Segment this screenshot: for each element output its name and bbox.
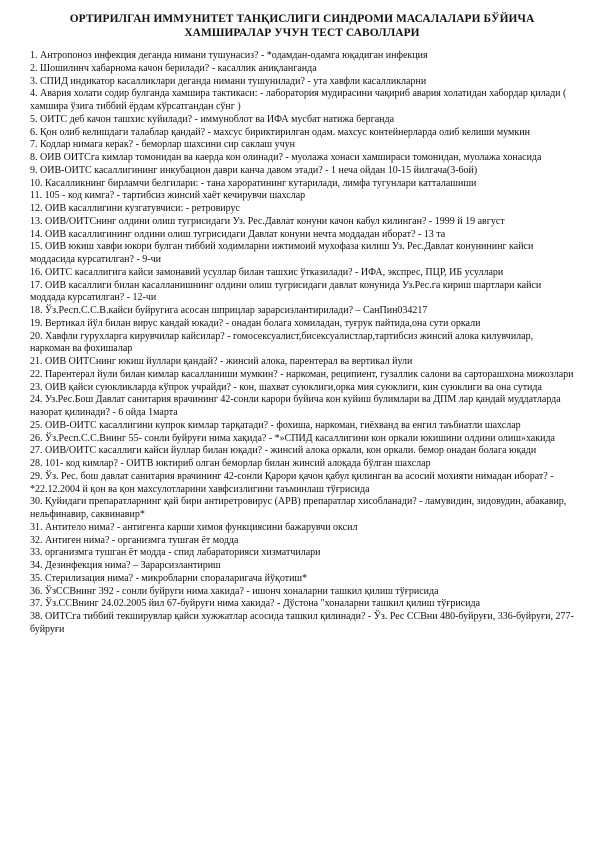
- question-item: 11. 105 - код кимга? - тартибсиз жинсий хаёт кечирувчи шахслар: [30, 190, 306, 202]
- question-item: 5. ОИТС деб качон ташхис куйилади? - иммуноблот ва ИФА мусбат натижа берганда: [30, 113, 395, 125]
- question-item: 38. ОИТСга тиббий текширувлар қайси хужжатлар асосида ташкил қилинади? - Ўз. Рес ССВни 480-буйруғи, 336-буйруғи, 277-буйруғи: [30, 611, 574, 635]
- question-item: 7. Кодлар нимага керак? - беморлар шахсини сир саклаш учун: [30, 139, 295, 151]
- question-item: 10. Касалликнинг бирламчи белгилари: - тана хароратининг кутарилади, лимфа тугунлари катталашиши: [30, 177, 477, 189]
- question-item: 30. Қуйидаги препаратларнинг қай бири антиретровирус (АРВ) препаратлар хисобланади? - ламувидин, зидовудин, абакавир, нельфинавир, саквинавир*: [30, 496, 567, 520]
- question-item: 6. Қон олиб келишдаги талаблар қандай? - махсус бириктирилган одам. махсус контейнерларда олиб келиши мумкин: [30, 126, 530, 138]
- question-item: 9. ОИВ-ОИТС касаллигининг инкубацион даври канча давом этади? - 1 неча ойдан 10-15 йилгача(3-6ой): [30, 164, 478, 176]
- question-item: 32. Антиген нима? - организмга тушган ёт модда: [30, 534, 239, 546]
- question-item: 33. организмга тушган ёт модда - спид лабараторияси хизматчилари: [30, 547, 321, 559]
- question-item: 12. ОИВ касаллигини кузгатувчиси: - ретровирус: [30, 203, 240, 214]
- question-item: 31. Антитело нима? - антигенга карши химоя функциясини бажарувчи оксил: [30, 521, 358, 533]
- question-item: 16. ОИТС касаллигига кайси замонавий усуллар билан ташхис ўтказилади? - ИФА, экспрес, ПЦР, ИБ усуллари: [30, 266, 504, 278]
- question-item: 15. ОИВ юкиш хавфи юкори булган тиббий ходимларни ижтимоий мухофаза килиш Уз. Рес.Давлат конунининг кайси моддасида курсатилган? - 9-чи: [30, 241, 534, 265]
- question-item: 20. Хавфли гурухларга кирувчилар кайсилар? - гомосексуалист,бисексуалистлар,тартибсиз жинсий алока килувчилар, наркоман ва фохишалар: [30, 330, 534, 355]
- question-item: 26. Ўз.Респ.С.С.Внинг 55- сонли буйруғи нима хақида? - *»СПИД касаллигини кон оркали юкишини олдини олиш»хакида: [30, 432, 555, 444]
- question-item: 28. 101- код кимлар? - ОИТВ юктириб олган беморлар билан жинсий алоқада бўлган шахслар: [30, 458, 431, 469]
- question-item: 17. ОИВ касаллиги билан касалланишнинг олдини олиш тугрисидаги давлат конунида Уз.Рес.га кириш шартлари кайси моддада курсатилган? - 12-чи: [30, 279, 542, 304]
- question-item: 2. Шошилинч хабарнома качон берилади? - касаллик аниқланганда: [30, 62, 317, 74]
- question-item: 29. Ўз. Рес. бош давлат санитария врачининг 42-сонли Қарори қачон қабул қилинган ва асосий мохияти нимадан иборат? - *22.12.2004 й қон ва қон махсулотларини хавфсизлигини таъминлаш тўғрисида: [30, 470, 554, 495]
- question-item: 8. ОИВ ОИТСга кимлар томонидан ва каерда кон олинади? - муолажа хонаси хамшираси томонидан, муолажа хонасида: [30, 152, 542, 163]
- question-item: 34. Дезинфекция нима? – Зарарсизлантириш: [30, 560, 221, 571]
- question-item: 4. Авария холати содир булганда хамшира тактикаси: - лаборатория мудирасини чақириб авария холатидан хабордар қилади ( хамшира ўзига тиббий ёрдам кўрсатгандан сўнг ): [30, 88, 567, 112]
- question-item: 13. ОИВ/ОИТСнинг олдини олиш тугрисидаги Уз. Рес.Давлат конуни качон кабул килинган? - 1999 й 19 август: [30, 215, 505, 227]
- question-item: 37. Ўз.ССВнинг 24.02.2005 йил 67-буйруғи нима хакида? - Дўстона "хоналарни ташкил қилиш тўғрисида: [30, 598, 481, 610]
- question-item: 22. Парентерал йули билан кимлар касалланиши мумкин? - наркоман, реципиент, гузаллик салони ва сарторашхона мижозлари: [30, 368, 574, 380]
- question-list: [30, 50, 574, 637]
- title-line-1: ОРТИРИЛГАН ИММУНИТЕТ ТАНҚИСЛИГИ СИНДРОМИ МАСАЛАЛАРИ БЎЙИЧА: [69, 13, 535, 25]
- question-item: 14. ОИВ касаллигининг олдини олиш тугрисидаги Давлат конуни нечта моддадан иборат? - 13 та: [30, 228, 446, 240]
- question-item: 23. ОИВ қайси суюкликларда кўпрок учрайди? - кон, шахват суюклиги,орка мия суюклиги, кин суюклиги ва она сутида: [30, 381, 542, 393]
- question-item: 27. ОИВ/ОИТС касаллиги кайси йуллар билан юқади? - жинсий алока оркали, кон оркали. бемор онадан болага юқади: [30, 445, 537, 457]
- question-item: 21. ОИВ ОИТСнинг юкиш йуллари қандай? - жинсий алока, парентерал ва вертикал йули: [30, 356, 413, 367]
- question-item: 19. Вертикал йўл билан вирус кандай юкади? - онадан болага хомиладан, туғрук пайтида,она сути оркали: [30, 317, 481, 329]
- question-item: 36. ЎзССВнинг 392 - сонли буйруги нима хакида? - ишонч хоналарни ташкил қилиш тўғрисида: [30, 585, 439, 597]
- question-item: 3. СПИД индикатор касалликлари деганда нимани тушунилади? - ута хавфли касалликларни: [30, 75, 427, 87]
- question-item: 25. ОИВ-ОИТС касаллигини купрок кимлар тарқатади? - фохиша, наркоман, гиёхванд ва енгил таъбиатли шахслар: [30, 419, 521, 431]
- title-line-2: ХАМШИРАЛАР УЧУН ТЕСТ САВОЛЛАРИ: [184, 27, 420, 39]
- question-item: 35. Стерилизация нима? - микробларни спораларигача йўқотиш*: [30, 572, 308, 584]
- document-title: [30, 12, 574, 40]
- question-item: 18. Ўз.Респ.С.С.В.кайси буйругига асосан шприцлар зарарсизлантирилади? – СанПин034217: [30, 305, 428, 316]
- question-item: 24. Уз.Рес.Бош Давлат санитария врачининг 42-сонли карори буйича кон куйиш булимлари ва ДПМ лар қандай муддатларда назорат қилинади? - 6 ойда 1марта: [30, 394, 561, 418]
- question-item: 1. Антропоноз инфекция деганда нимани тушунасиз? - *одамдан-одамга юқадиган инфекция: [30, 50, 428, 61]
